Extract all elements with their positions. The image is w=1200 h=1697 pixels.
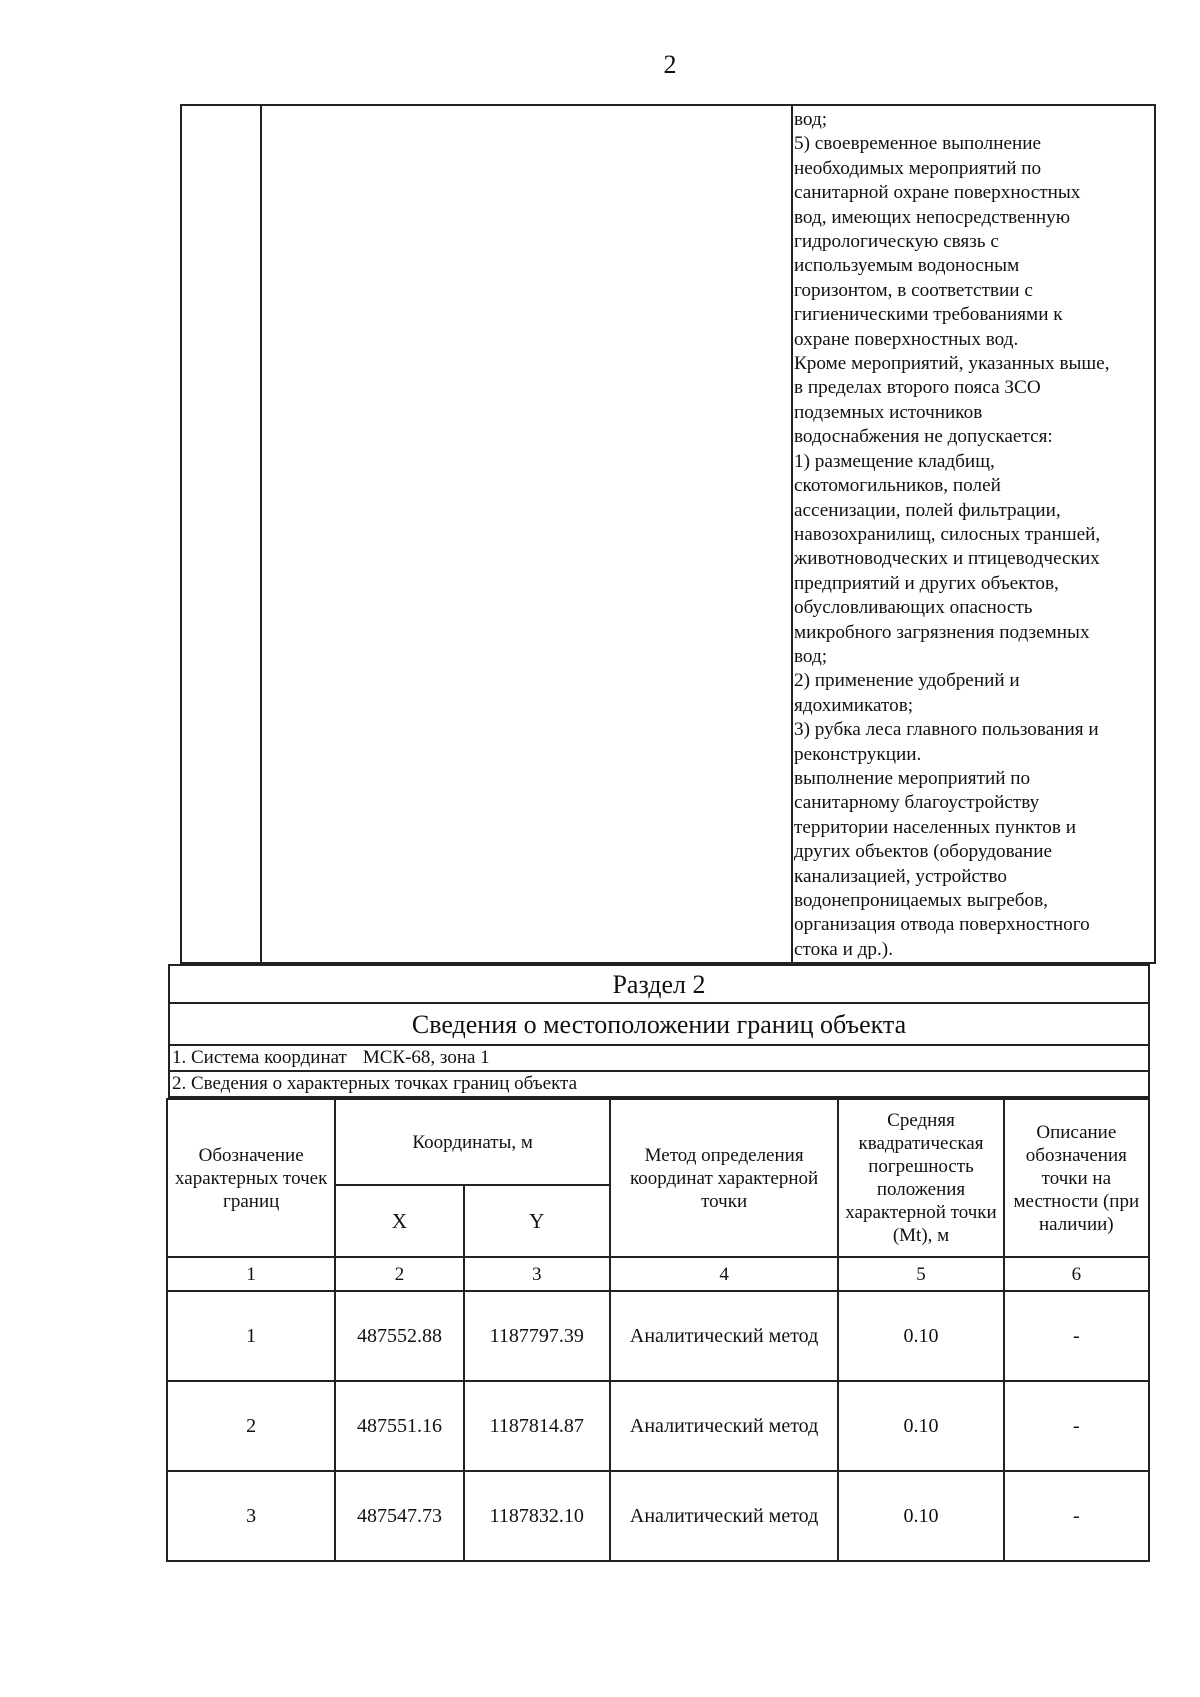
text-line: санитарной охране поверхностных (794, 182, 1081, 204)
text-line: канализацией, устройство (794, 865, 1007, 887)
boundary-points-table (166, 1098, 1150, 1562)
text-line: водонепроницаемых выгребов, (794, 890, 1048, 911)
header-coordinates: Координаты, м (335, 1099, 610, 1185)
header-error: Средняя квадратическая погрешность положения характерной точки (Mt), м (838, 1099, 1003, 1257)
text-line: горизонтом, в соответствии с (794, 279, 1033, 301)
header-designation: Обозначение характерных точек границ (167, 1099, 335, 1257)
text-line: животноводческих и птицеводческих (794, 548, 1100, 570)
text-line: гигиеническими требованиями к (794, 304, 1063, 326)
text-line: выполнение мероприятий по (794, 767, 1031, 789)
text-line: водоснабжения не допускается: (794, 426, 1053, 448)
text-line: охране поверхностных вод. (794, 328, 1019, 350)
coordinate-y: 1187832.10 (464, 1471, 610, 1561)
coordinate-system-row (168, 1046, 1150, 1072)
text-line: территории населенных пунктов и (794, 816, 1077, 838)
text-line: ассенизации, полей фильтрации, (794, 499, 1061, 521)
text-line: ядохимикатов; (794, 694, 914, 716)
section-title: Сведения о местоположении границ объекта (168, 1004, 1150, 1046)
text-line: санитарному благоустройству (794, 792, 1040, 814)
header-method: Метод определения координат характерной точки (610, 1099, 838, 1257)
text-line: стока и др.). (794, 938, 893, 960)
text-line: других объектов (оборудование (794, 841, 1052, 863)
text-line: 1) размещение кладбищ, (794, 450, 995, 472)
coordinate-y: 1187797.39 (464, 1291, 610, 1381)
coordinate-x: 487551.16 (335, 1381, 463, 1471)
text-line: реконструкции. (794, 743, 922, 765)
restrictions-text (791, 106, 1154, 962)
text-line: вод, имеющих непосредственную (794, 206, 1071, 228)
text-line: обусловливающих опасность (794, 597, 1033, 619)
points-info-row: 2. Сведения о характерных точках границ объекта (168, 1072, 1150, 1098)
error-value: 0.10 (838, 1471, 1003, 1561)
text-line: Кроме мероприятий, указанных выше, (794, 353, 1110, 375)
text-line: вод; (794, 109, 828, 130)
point-number: 2 (167, 1381, 335, 1471)
coordinate-x: 487547.73 (335, 1471, 463, 1561)
point-number: 1 (167, 1291, 335, 1381)
method: Аналитический метод (610, 1381, 838, 1471)
method: Аналитический метод (610, 1471, 838, 1561)
column-number: 5 (838, 1257, 1003, 1291)
text-line: вод; (794, 645, 828, 667)
continuation-table (180, 104, 1156, 964)
table-row (167, 1471, 1149, 1561)
error-value: 0.10 (838, 1291, 1003, 1381)
error-value: 0.10 (838, 1381, 1003, 1471)
text-line: 5) своевременное выполнение (794, 133, 1042, 155)
table-row (167, 1381, 1149, 1471)
text-line: 3) рубка леса главного пользования и (794, 719, 1099, 741)
text-line: используемым водоносным (794, 255, 1020, 277)
point-description: - (1004, 1381, 1149, 1471)
point-description: - (1004, 1291, 1149, 1381)
text-line: в пределах второго пояса ЗСО (794, 377, 1041, 399)
coordinate-y: 1187814.87 (464, 1381, 610, 1471)
table-row (167, 1291, 1149, 1381)
column-number: 1 (167, 1257, 335, 1291)
text-line: микробного загрязнения подземных (794, 621, 1090, 643)
header-x: X (335, 1185, 463, 1257)
page-number: 2 (663, 50, 677, 79)
column-number: 4 (610, 1257, 838, 1291)
column-number: 2 (335, 1257, 463, 1291)
text-line: навозохранилищ, силосных траншей, (794, 523, 1101, 545)
text-line: организация отвода поверхностного (794, 914, 1090, 936)
text-line: предприятий и других объектов, (794, 572, 1059, 594)
header-y: Y (464, 1185, 610, 1257)
section-heading: Раздел 2 (168, 964, 1150, 1004)
coordinate-x: 487552.88 (335, 1291, 463, 1381)
text-line: подземных источников (794, 401, 983, 423)
header-description: Описание обозначения точки на местности (при наличии) (1004, 1099, 1149, 1257)
coordinate-system-label: 1. Система координат (172, 1047, 347, 1068)
method: Аналитический метод (610, 1291, 838, 1381)
column-divider (260, 106, 262, 962)
point-number: 3 (167, 1471, 335, 1561)
column-number: 3 (464, 1257, 610, 1291)
coordinate-system-value: МСК-68, зона 1 (362, 1047, 490, 1068)
text-line: 2) применение удобрений и (794, 670, 1020, 692)
text-line: гидрологическую связь с (794, 231, 999, 253)
text-line: необходимых мероприятий по (794, 157, 1042, 179)
point-description: - (1004, 1471, 1149, 1561)
text-line: скотомогильников, полей (794, 475, 1001, 497)
column-number: 6 (1004, 1257, 1149, 1291)
